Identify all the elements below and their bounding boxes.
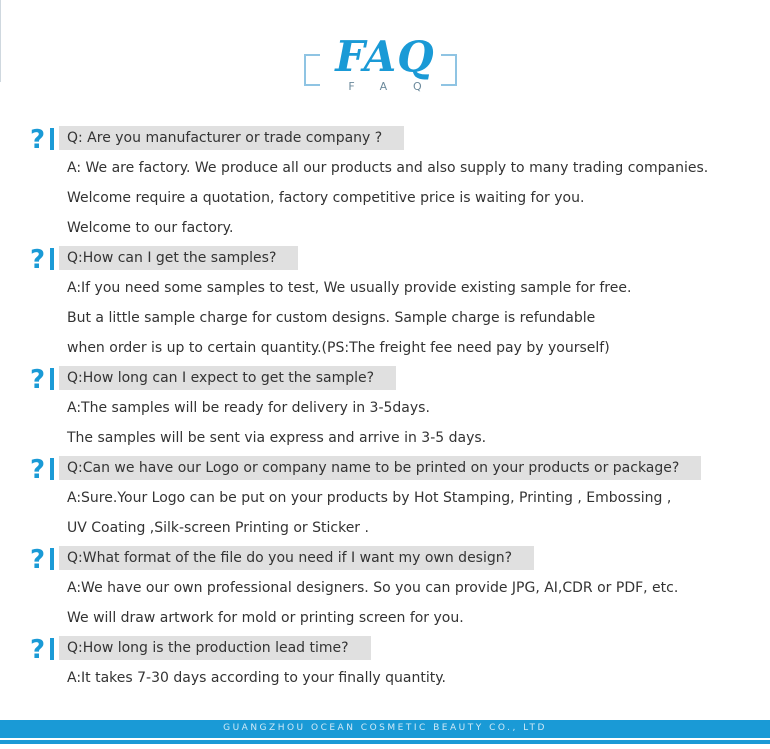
question-highlight bbox=[59, 246, 298, 270]
question-accent-bar bbox=[50, 248, 54, 270]
faq-question-row bbox=[0, 366, 770, 396]
question-accent-bar bbox=[50, 368, 54, 390]
question-highlight bbox=[59, 126, 404, 150]
faq-answer-line: UV Coating ,Silk-screen Printing or Sticker . bbox=[67, 520, 369, 536]
faq-answer-line: A:The samples will be ready for delivery in 3-5days. bbox=[67, 400, 430, 416]
question-mark-icon: ? bbox=[30, 545, 46, 575]
faq-item bbox=[0, 456, 770, 546]
faq-list bbox=[0, 126, 770, 696]
question-accent-bar bbox=[50, 458, 54, 480]
faq-question-row bbox=[0, 456, 770, 486]
faq-question-row bbox=[0, 246, 770, 276]
page-title: FAQ bbox=[335, 32, 435, 81]
faq-item bbox=[0, 126, 770, 246]
faq-answer-line: A:We have our own professional designers. So you can provide JPG, AI,CDR or PDF, etc. bbox=[67, 580, 679, 596]
question-accent-bar bbox=[50, 548, 54, 570]
question-highlight bbox=[59, 456, 701, 480]
faq-item bbox=[0, 246, 770, 366]
faq-question: Q: Are you manufacturer or trade company ? bbox=[67, 130, 383, 146]
faq-answer-line: when order is up to certain quantity.(PS:The freight fee need pay by yourself) bbox=[67, 340, 610, 356]
question-highlight bbox=[59, 636, 371, 660]
faq-answer-line: A:Sure.Your Logo can be put on your products by Hot Stamping, Printing , Embossing , bbox=[67, 490, 672, 506]
page-subtitle: FAQ bbox=[348, 80, 448, 93]
footer-gap bbox=[0, 738, 770, 740]
question-accent-bar bbox=[50, 128, 54, 150]
faq-question: Q:What format of the file do you need if I want my own design? bbox=[67, 550, 513, 566]
footer-underline bbox=[0, 741, 770, 744]
question-mark-icon: ? bbox=[30, 455, 46, 485]
faq-answer-line: A:It takes 7-30 days according to your finally quantity. bbox=[67, 670, 446, 686]
question-mark-icon: ? bbox=[30, 365, 46, 395]
question-mark-icon: ? bbox=[30, 125, 46, 155]
question-highlight bbox=[59, 546, 534, 570]
faq-answer-line: A: We are factory. We produce all our products and also supply to many trading companies. bbox=[67, 160, 709, 176]
faq-question-row bbox=[0, 126, 770, 156]
faq-item bbox=[0, 546, 770, 636]
question-mark-icon: ? bbox=[30, 245, 46, 275]
footer-company-name: GUANGZHOU OCEAN COSMETIC BEAUTY CO., LTD bbox=[223, 723, 547, 733]
question-highlight bbox=[59, 366, 396, 390]
faq-question: Q:How long can I expect to get the sample? bbox=[67, 370, 375, 386]
faq-item bbox=[0, 636, 770, 696]
faq-answer-line: The samples will be sent via express and arrive in 3-5 days. bbox=[67, 430, 487, 446]
faq-answer-line: But a little sample charge for custom designs. Sample charge is refundable bbox=[67, 310, 596, 326]
faq-answer-line: We will draw artwork for mold or printing screen for you. bbox=[67, 610, 464, 626]
faq-question: Q:How can I get the samples? bbox=[67, 250, 277, 266]
faq-header bbox=[0, 28, 770, 98]
question-accent-bar bbox=[50, 638, 54, 660]
faq-question: Q:How long is the production lead time? bbox=[67, 640, 349, 656]
faq-answer-line: Welcome to our factory. bbox=[67, 220, 234, 236]
faq-question-row bbox=[0, 546, 770, 576]
faq-answer-line: A:If you need some samples to test, We usually provide existing sample for free. bbox=[67, 280, 632, 296]
question-mark-icon: ? bbox=[30, 635, 46, 665]
faq-question-row bbox=[0, 636, 770, 666]
faq-answer-line: Welcome require a quotation, factory competitive price is waiting for you. bbox=[67, 190, 585, 206]
faq-item bbox=[0, 366, 770, 456]
faq-question: Q:Can we have our Logo or company name to be printed on your products or package? bbox=[67, 460, 680, 476]
